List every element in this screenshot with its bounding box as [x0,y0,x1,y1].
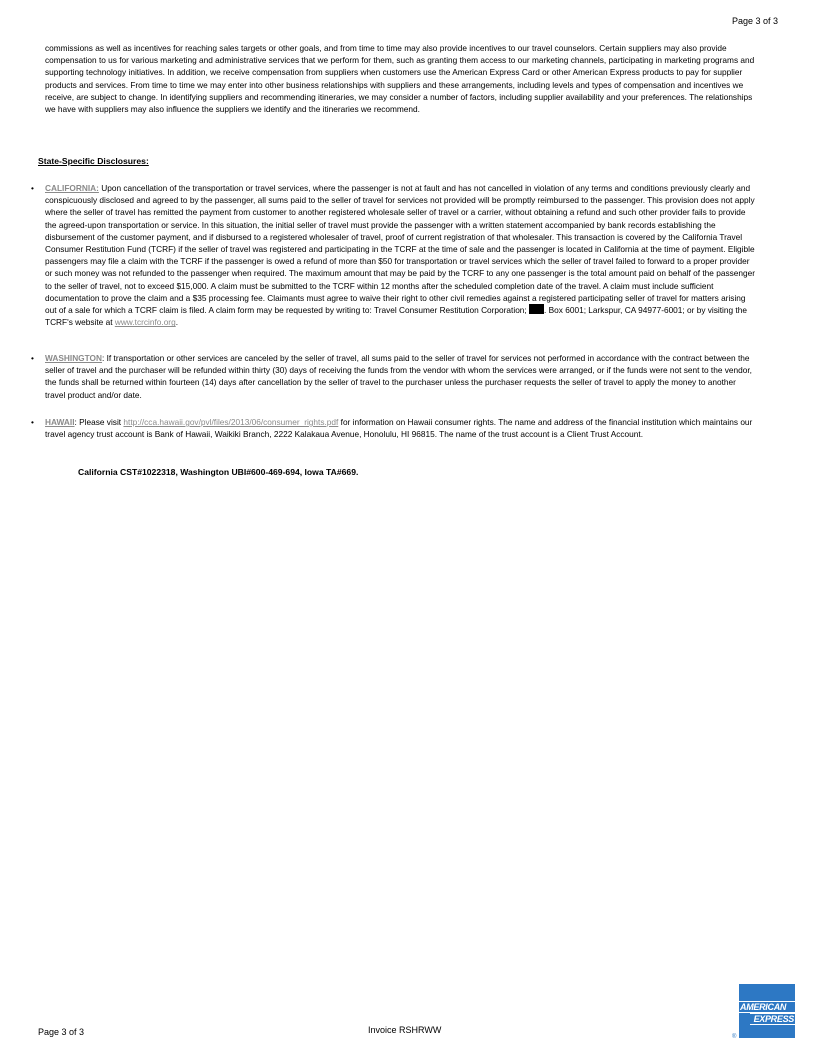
logo-line-express: EXPRESS [750,1013,795,1025]
hawaii-label-link[interactable]: HAWAII [45,417,75,427]
california-text-end: . [175,317,179,328]
intro-paragraph: commissions as well as incentives for reaching sales targets or other goals, and from time to time may also provide incentives to our travel counselors. Certain suppliers may also provide compensation to us for various marketing and administrative services that we perform for them, such as granting them access to our marketing channels, participating in marketing programs and supporting technology initiatives. In addition, we receive compensation from suppliers when customers use the American Express Card or other American Express products to pay for supplier products and services. From time to time we may enter into other business relationships with suppliers and these arrangements, including levels and types of compensation and incentives we receive, are subject to change. In identifying suppliers and recommending itineraries, we may consider a number of factors, including supplier availability and your preferences. The relationships we have with suppliers may also influence the suppliers we identify and the itineraries we recommend. [45,43,755,115]
hawaii-text-continued: for information on Hawaii consumer rights. The name and address of the financial institution which maintains our travel agency trust account is Bank of Hawaii, Waikiki Branch, 2222 Kalakaua Avenue, Honolulu, HI 96815. The name of the trust account is a Client Trust Account. [45,417,753,440]
disclosure-washington [31,352,757,401]
footer-page-number: Page 3 of 3 [38,1027,85,1037]
page-header-page-number: Page 3 of 3 [731,16,778,26]
california-text: Upon cancellation of the transportation or travel services, where the passenger is not at fault and has not cancelled in violation of any terms and conditions previously clearly and conspicuously disclosed and agreed to by the passenger, all sums paid to the seller of travel for services not provided will be promptly reimbursed to the passenger. This provision does not apply where the seller of travel has remitted the payment from customer to another registered wholesale seller of travel or a carrier, without obtaining a refund and such other provider fails to provide the agreed-upon transportation or service. In this situation, the initial seller of travel must provide the passenger with a written statement accompanied by bank records establishing the disbursement of the customer payment, and if disbursed to a registered wholesaler of travel, proof of current registration of that wholesaler. This transaction is covered by the California Travel Consumer Restitution Fund (TCRF) if the seller of travel was registered and participating in the TCRF at the time of sale and the passenger is located in California at the time of payment. Eligible passengers may file a claim with the TCRF if the passenger is owed a refund of more than $50 for transportation or travel services which the seller of travel failed to forward to a proper provider or such money was not refunded to the passenger when required. The maximum amount that may be paid by the TCRF to any one passenger is the total amount paid on behalf of the passenger to the seller of travel, not to exceed $15,000. A claim must be submitted to the TCRF within 12 months after the scheduled completion date of the travel. A claim must include sufficient documentation to prove the claim and a $35 processing fee. Claimants must agree to waive their right to other civil remedies against a registered participating seller of travel for matters arising out of a sale for which a TCRF claim is filed. A claim form may be requested by writing to: Travel Consumer Restitution Corporation; [45,183,755,316]
disclosure-california [31,182,757,328]
california-text-continued: . Box 6001; Larkspur, CA 94977-6001; or by visiting the TCRF's website at [45,305,747,328]
bullet: • [31,183,34,193]
footer-invoice-number: Invoice RSHRWW [368,1025,442,1035]
disclosure-hawaii [31,416,757,440]
bullet: • [31,417,34,427]
washington-label-link[interactable]: WASHINGTON [45,353,103,363]
registered-mark: ® [732,1034,737,1040]
redaction-block [529,304,544,314]
california-label-link[interactable]: CALIFORNIA: [45,183,99,193]
washington-text: : If transportation or other services are canceled by the seller of travel, all sums paid to the seller of travel for services not performed in accordance with the contract between the seller of travel and the purchaser will be refunded within thirty (30) days of receiving the funds from the vendor with whom the services were arranged, or if the funds were not sent to the vendor, the funds shall be returned within fourteen (14) days after cancellation by the seller of travel to the purchaser unless the purchaser requests the seller of travel to apply the money to another travel product and/or date. [45,353,752,400]
registration-numbers: California CST#1022318, Washington UBI#600-469-694, Iowa TA#669. [78,467,359,477]
hawaii-text: : Please visit [74,417,124,427]
bullet: • [31,353,34,363]
american-express-logo [739,984,795,1038]
logo-line-american: AMERICAN [739,1001,795,1013]
tcrf-website-link[interactable]: www.tcrcinfo.org [114,317,176,328]
state-disclosures-heading: State-Specific Disclosures: [38,156,149,166]
hawaii-consumer-rights-link[interactable]: http://cca.hawaii.gov/pvl/files/2013/06/consumer_rights.pdf [123,417,339,427]
